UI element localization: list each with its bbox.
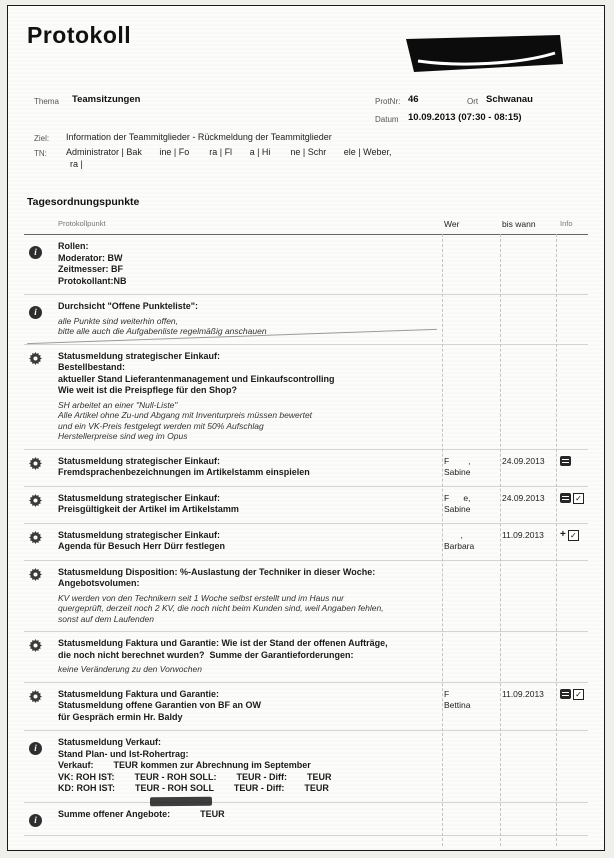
agenda-line: Verkauf: TEUR kommen zur Abrechnung im September: [58, 760, 311, 770]
agenda-row: [24, 345, 588, 450]
gear-icon: [29, 639, 42, 652]
agenda-notes: [58, 593, 434, 625]
row-icon-cell: [24, 689, 52, 724]
row-icon-cell: [24, 638, 52, 675]
row-text: [52, 456, 440, 479]
checked-checkbox-icon: ✓: [573, 689, 584, 700]
row-due: [498, 241, 554, 287]
row-info: [554, 351, 588, 442]
ziel-label: Ziel:: [34, 134, 50, 143]
document-icon: [560, 689, 571, 699]
row-text: [52, 493, 440, 516]
wer-line: Barbara: [444, 540, 475, 551]
agenda-line: Statusmeldung offene Garantien von BF an OW: [58, 700, 262, 710]
row-wer: [440, 351, 498, 442]
protnr-label: ProtNr:: [375, 97, 401, 106]
column-separator: [500, 234, 501, 846]
column-protokollpunkt: Protokollpunkt: [58, 219, 106, 228]
agenda-line: Statusmeldung strategischer Einkauf:: [58, 350, 221, 361]
row-info: [554, 456, 588, 479]
agenda-row: [24, 487, 588, 524]
row-info: [554, 530, 588, 553]
wer-line: F e,: [444, 492, 471, 503]
row-wer: [440, 530, 498, 553]
row-text: [52, 567, 440, 625]
row-due: [498, 456, 554, 479]
gear-icon: [29, 352, 42, 365]
info-icon: i: [29, 246, 42, 259]
row-due: [498, 301, 554, 337]
agenda-line: Statusmeldung Verkauf:: [58, 737, 162, 747]
agenda-rows: [24, 235, 588, 850]
row-due: [498, 530, 554, 553]
note-line: Herstellerpreise sind weg im Opus: [58, 431, 188, 441]
gear-icon: [29, 494, 42, 507]
protnr-value: 46: [408, 94, 419, 105]
note-line: alle Punkte sind weiterhin offen,: [58, 315, 179, 326]
row-text: [52, 638, 440, 675]
row-due: [498, 689, 554, 724]
header-icon-spacer: [24, 219, 52, 234]
agenda-line: Statusmeldung Faktura und Garantie: Wie ist der Stand der offenen Aufträge,: [58, 638, 388, 648]
agenda-line: Preisgültigkeit der Artikel im Artikelstamm: [58, 504, 239, 514]
column-separator: [556, 234, 557, 846]
row-icon-cell: [24, 301, 52, 337]
agenda-line: Stand Plan- und Ist-Rohertrag:: [58, 748, 189, 759]
agenda-line: Durchsicht "Offene Punkteliste":: [58, 301, 199, 311]
due-date: 24.09.2013: [502, 492, 545, 503]
row-wer: [440, 567, 498, 625]
row-due: [498, 351, 554, 442]
agenda-line: Statusmeldung strategischer Einkauf:: [58, 455, 221, 466]
info-icon: i: [29, 306, 42, 319]
agenda-line: Agenda für Besuch Herr Dürr festlegen: [58, 541, 226, 551]
due-date: 11.09.2013: [502, 688, 544, 699]
due-date: 11.09.2013: [502, 529, 544, 540]
thema-value: Teamsitzungen: [72, 94, 141, 105]
wer-line: F ,: [444, 455, 471, 466]
gear-icon: [29, 457, 42, 470]
document-icon: [560, 456, 571, 466]
row-text: [52, 530, 440, 553]
row-text: [52, 241, 440, 287]
document-page: [7, 5, 605, 851]
agenda-row: [24, 450, 588, 487]
agenda-row: [24, 731, 588, 803]
agenda-table-header: [24, 219, 588, 235]
checked-checkbox-icon: ✓: [573, 493, 584, 504]
row-info: [554, 567, 588, 625]
info-icon: i: [29, 742, 42, 755]
agenda-line: Fremdsprachenbezeichnungen im Artikelstamm einspielen: [58, 467, 310, 477]
row-due: [498, 567, 554, 625]
agenda-line: Statusmeldung strategischer Einkauf:: [58, 529, 221, 540]
note-line: keine Veränderung zu den Vorwochen: [58, 664, 202, 674]
wer-line: Sabine: [444, 503, 471, 514]
row-icon-cell: [24, 493, 52, 516]
note-line: bitte alle auch die Aufgabenliste regelmäßig anschauen: [58, 326, 267, 336]
document-icon: [560, 493, 571, 503]
row-wer: [440, 737, 498, 795]
info-icon: i: [29, 814, 42, 827]
agenda-row: [24, 235, 588, 295]
tn-value-line1: Administrator | Bak ine | Fo ra | Fl a | Hi ne | Schr ele | Weber,: [66, 147, 392, 157]
agenda-notes: [58, 400, 434, 442]
thema-label: Thema: [34, 97, 59, 106]
row-wer: [440, 638, 498, 675]
column-separator: [442, 234, 443, 846]
wer-line: F: [444, 688, 450, 699]
wer-line: ,: [444, 529, 463, 540]
note-line: Alle Artikel ohne Zu-und Abgang mit Inventurpreis müssen bewertet: [58, 410, 313, 420]
agenda-line: Wie weit ist die Preispflege für den Shop?: [58, 385, 237, 395]
row-icon-cell: [24, 737, 52, 795]
agenda-row: [24, 683, 588, 732]
agenda-line: die noch nicht berechnet wurden? Summe der Garantieforderungen:: [58, 649, 354, 660]
row-info: [554, 809, 588, 828]
agenda-line: für Gespräch ermin Hr. Baldy: [58, 711, 183, 722]
row-info: [554, 737, 588, 795]
row-due: [498, 493, 554, 516]
agenda-line: KD: ROH IST: TEUR - ROH SOLL TEUR - Diff: TEUR: [58, 783, 329, 793]
datum-value: 10.09.2013 (07:30 - 08:15): [408, 112, 522, 123]
agenda-line: VK: ROH IST: TEUR - ROH SOLL: TEUR - Diff: TEUR: [58, 771, 332, 782]
agenda-line: Statusmeldung Disposition: %-Auslastung der Techniker in dieser Woche:: [58, 566, 376, 577]
column-info: Info: [560, 219, 573, 228]
agenda-line: Statusmeldung strategischer Einkauf:: [58, 492, 221, 503]
row-icon-cell: [24, 809, 52, 828]
row-wer: [440, 456, 498, 479]
gear-icon: [29, 531, 42, 544]
datum-label: Datum: [375, 115, 399, 124]
agenda-row: [24, 632, 588, 683]
company-logo: [398, 33, 566, 77]
agenda-line: Summe offener Angebote: TEUR: [58, 808, 225, 819]
row-wer: [440, 809, 498, 828]
agenda-line: aktueller Stand Lieferantenmanagement und Einkaufscontrolling: [58, 373, 335, 384]
tn-label: TN:: [34, 149, 47, 158]
note-line: und ein VK-Preis festgelegt werden mit 50% Aufschlag: [58, 420, 264, 431]
row-icon-cell: [24, 456, 52, 479]
row-icon-cell: [24, 351, 52, 442]
agenda-notes: [58, 664, 434, 675]
note-line: quergeprüft, derzeit noch 2 KV, die noch nicht beim Kunden sind, weil Angaben fehlen,: [58, 603, 384, 613]
row-info: [554, 301, 588, 337]
row-icon-cell: [24, 567, 52, 625]
agenda-line: Rollen:: [58, 241, 89, 251]
row-due: [498, 809, 554, 828]
row-icon-cell: [24, 530, 52, 553]
row-text: [52, 809, 440, 828]
row-info: [554, 241, 588, 287]
agenda-row: [24, 295, 588, 345]
agenda-line: Protokollant:NB: [58, 275, 127, 286]
agenda-line: Zeitmesser: BF: [58, 264, 124, 274]
ort-label: Ort: [467, 97, 479, 106]
ort-value: Schwanau: [486, 94, 533, 105]
row-due: [498, 737, 554, 795]
column-bis-wann: bis wann: [502, 219, 536, 229]
agenda-line: Bestellbestand:: [58, 362, 126, 372]
row-text: [52, 689, 440, 724]
wer-line: Bettina: [444, 699, 471, 710]
agenda-line: Angebotsvolumen:: [58, 578, 140, 588]
agenda-row: [24, 524, 588, 561]
ziel-value: Information der Teammitglieder - Rückmeldung der Teammitglieder: [66, 132, 332, 142]
row-info: [554, 689, 588, 724]
due-date: 24.09.2013: [502, 455, 545, 466]
page-title: Protokoll: [27, 22, 132, 48]
agenda-heading: Tagesordnungspunkte: [27, 196, 140, 208]
note-line: SH arbeitet an einer "Null-Liste": [58, 399, 178, 410]
checked-checkbox-icon: ✓: [568, 530, 579, 541]
row-wer: [440, 301, 498, 337]
redaction-mark: [150, 797, 212, 807]
row-text: [52, 737, 440, 795]
plus-icon: +: [560, 528, 566, 540]
tn-value-line2: ra |: [70, 159, 83, 169]
column-wer: Wer: [444, 219, 460, 229]
wer-line: Sabine: [444, 466, 471, 477]
row-text: [52, 351, 440, 442]
gear-icon: [29, 690, 42, 703]
note-line: KV werden von den Technikern seit 1 Woche selbst erstellt und im Haus nur: [58, 592, 344, 603]
row-info: [554, 638, 588, 675]
agenda-notes: [58, 316, 434, 337]
agenda-line: Moderator: BW: [58, 252, 123, 263]
row-wer: [440, 493, 498, 516]
row-wer: [440, 689, 498, 724]
row-icon-cell: [24, 241, 52, 287]
agenda-row: [24, 561, 588, 633]
row-wer: [440, 241, 498, 287]
note-line: sonst auf dem Laufenden: [58, 613, 154, 624]
agenda-row: [24, 803, 588, 836]
row-info: [554, 493, 588, 516]
agenda-line: Statusmeldung Faktura und Garantie:: [58, 688, 220, 699]
row-due: [498, 638, 554, 675]
gear-icon: [29, 568, 42, 581]
